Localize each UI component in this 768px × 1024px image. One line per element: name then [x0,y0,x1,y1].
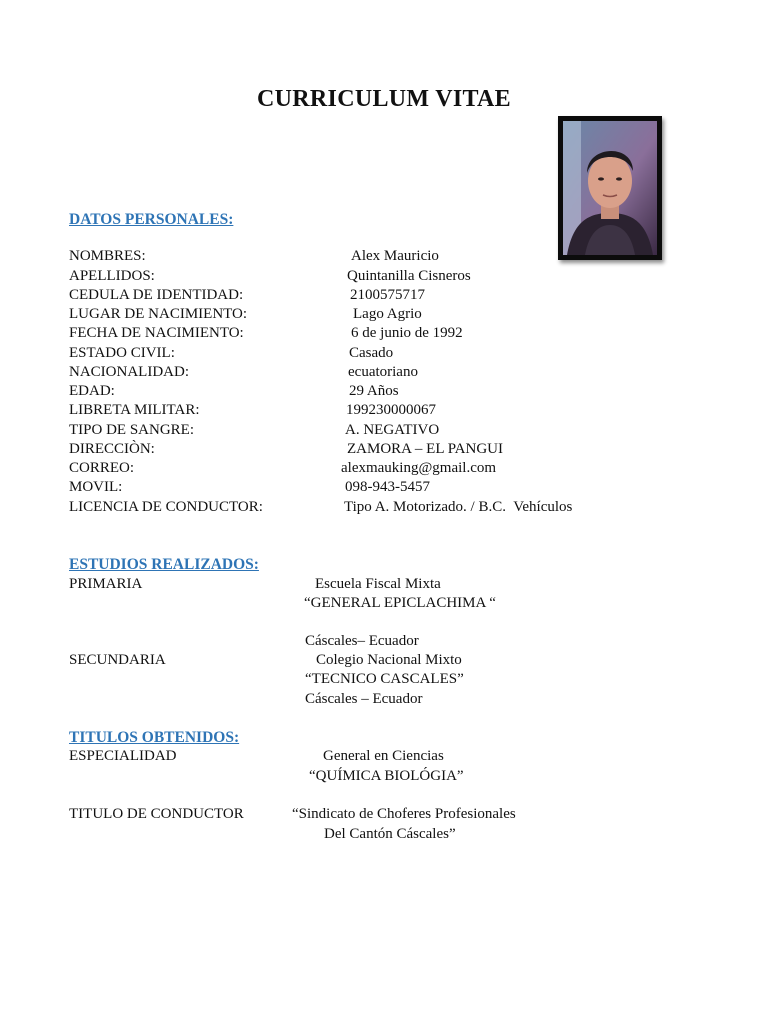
label-correo: CORREO: [69,460,135,476]
primaria-name: “GENERAL EPICLACHIMA “ [304,595,496,611]
value-movil: 098-943-5457 [345,479,430,495]
label-secundaria: SECUNDARIA [69,652,166,668]
value-direccion: ZAMORA – EL PANGUI [347,441,503,457]
label-nacionalidad: NACIONALIDAD: [69,364,189,380]
value-lugar-nacimiento: Lago Agrio [353,306,422,322]
section-personal-heading: DATOS PERSONALES: [69,211,234,228]
value-nombres: Alex Mauricio [351,248,439,264]
primaria-location: Cáscales– Ecuador [305,633,419,649]
value-nacionalidad: ecuatoriano [348,364,418,380]
label-nombres: NOMBRES: [69,248,146,264]
label-estado-civil: ESTADO CIVIL: [69,345,175,361]
value-edad: 29 Años [349,383,399,399]
secundaria-name: “TECNICO CASCALES” [305,671,464,687]
secundaria-school: Colegio Nacional Mixto [316,652,462,668]
label-direccion: DIRECCIÒN: [69,441,155,457]
label-movil: MOVIL: [69,479,123,495]
label-fecha-nacimiento: FECHA DE NACIMIENTO: [69,325,244,341]
section-studies-heading: ESTUDIOS REALIZADOS: [69,556,259,573]
value-estado-civil: Casado [349,345,394,361]
value-apellidos: Quintanilla Cisneros [347,268,471,284]
value-libreta-militar: 199230000067 [346,402,436,418]
value-correo: alexmauking@gmail.com [341,460,497,476]
label-libreta-militar: LIBRETA MILITAR: [69,402,200,418]
label-especialidad: ESPECIALIDAD [69,748,177,764]
value-licencia: Tipo A. Motorizado. / B.C. Vehículos [344,499,573,515]
label-tipo-sangre: TIPO DE SANGRE: [69,422,195,438]
conductor-line-2: Del Cantón Cáscales” [324,826,456,842]
value-fecha-nacimiento: 6 de junio de 1992 [351,325,463,341]
profile-photo [558,116,662,260]
primaria-school: Escuela Fiscal Mixta [315,576,441,592]
profile-photo-icon [563,121,657,255]
label-primaria: PRIMARIA [69,576,143,592]
label-lugar-nacimiento: LUGAR DE NACIMIENTO: [69,306,248,322]
value-cedula: 2100575717 [350,287,425,303]
label-titulo-conductor: TITULO DE CONDUCTOR [69,806,244,822]
especialidad-line-1: General en Ciencias [323,748,444,764]
section-titles-heading: TITULOS OBTENIDOS: [69,729,240,746]
conductor-line-1: “Sindicato de Choferes Profesionales [292,806,516,822]
label-cedula: CEDULA DE IDENTIDAD: [69,287,244,303]
especialidad-line-2: “QUÍMICA BIOLÓGIA” [309,768,464,784]
secundaria-location: Cáscales – Ecuador [305,691,423,707]
label-licencia: LICENCIA DE CONDUCTOR: [69,499,263,515]
label-apellidos: APELLIDOS: [69,268,155,284]
label-edad: EDAD: [69,383,115,399]
value-tipo-sangre: A. NEGATIVO [345,422,440,438]
page-title: CURRICULUM VITAE [257,86,511,112]
